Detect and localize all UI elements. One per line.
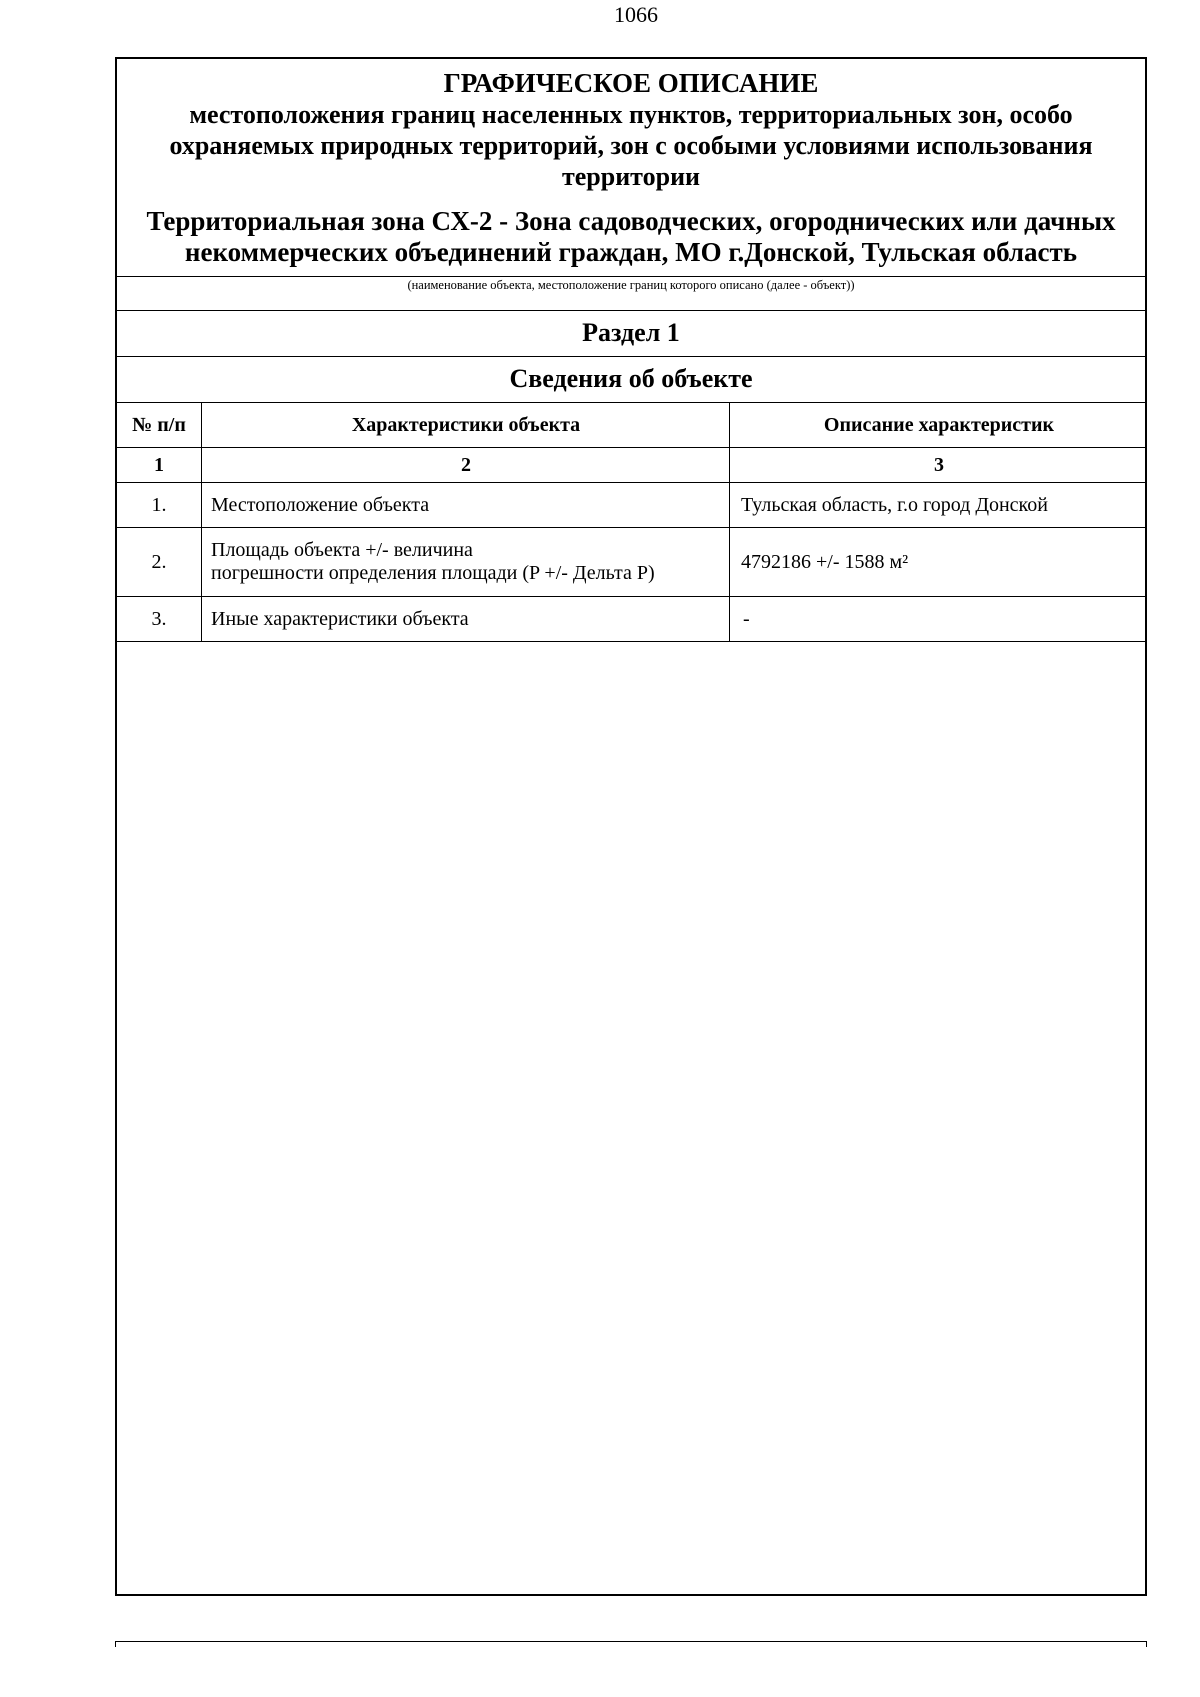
- object-caption: (наименование объекта, местоположение границ которого описано (далее - объект)): [407, 278, 855, 292]
- section-subtitle: Сведения об объекте: [509, 364, 753, 393]
- object-name-line-2: некоммерческих объединений граждан, МО г.Донской, Тульская область: [184, 237, 1078, 267]
- table-row-3-characteristic: Иные характеристики объекта: [211, 607, 469, 630]
- column-divider-2: [729, 402, 730, 642]
- column-number-3: 3: [934, 453, 944, 476]
- document-subtitle-line-3: территории: [561, 162, 701, 191]
- table-bottom-border: [117, 641, 1145, 642]
- table-row-2-number: 2.: [151, 550, 167, 573]
- column-divider-1: [201, 402, 202, 642]
- table-row-1-characteristic: Местоположение объекта: [211, 493, 430, 516]
- page-number: 1066: [614, 2, 658, 27]
- next-page-frame-edge: [115, 1641, 1147, 1647]
- document-subtitle-line-2: охраняемых природных территорий, зон с особыми условиями использования: [169, 131, 1093, 160]
- section-title: Раздел 1: [582, 318, 680, 347]
- caption-divider: [117, 276, 1145, 277]
- object-name-line-1: Территориальная зона СХ-2 - Зона садоводческих, огороднических или дачных: [146, 206, 1116, 236]
- table-row-2-description: 4792186 +/- 1588 м²: [741, 550, 909, 573]
- table-row-1-number: 1.: [151, 493, 167, 516]
- document-subtitle-line-1: местоположения границ населенных пунктов, территориальных зон, особо: [189, 100, 1073, 129]
- table-row-2-characteristic-line-1: Площадь объекта +/- величина: [211, 539, 473, 561]
- table-row-2-characteristic: [203, 528, 729, 596]
- column-number-1: 1: [154, 453, 164, 476]
- table-row-3-number: 3.: [151, 607, 167, 630]
- table-row-3-description: -: [743, 607, 750, 630]
- table-header-characteristics: Характеристики объекта: [351, 413, 581, 436]
- table-row-1-description: Тульская область, г.о город Донской: [741, 493, 1048, 516]
- table-row-2-characteristic-line-2: погрешности определения площади (P +/- Дельта P): [211, 562, 655, 584]
- document-frame: [115, 57, 1147, 1596]
- table-header-number: № п/п: [132, 413, 186, 436]
- table-header-description: Описание характеристик: [823, 413, 1055, 436]
- document-title: ГРАФИЧЕСКОЕ ОПИСАНИЕ: [443, 68, 819, 98]
- title-block: [117, 59, 1145, 274]
- column-number-2: 2: [461, 453, 471, 476]
